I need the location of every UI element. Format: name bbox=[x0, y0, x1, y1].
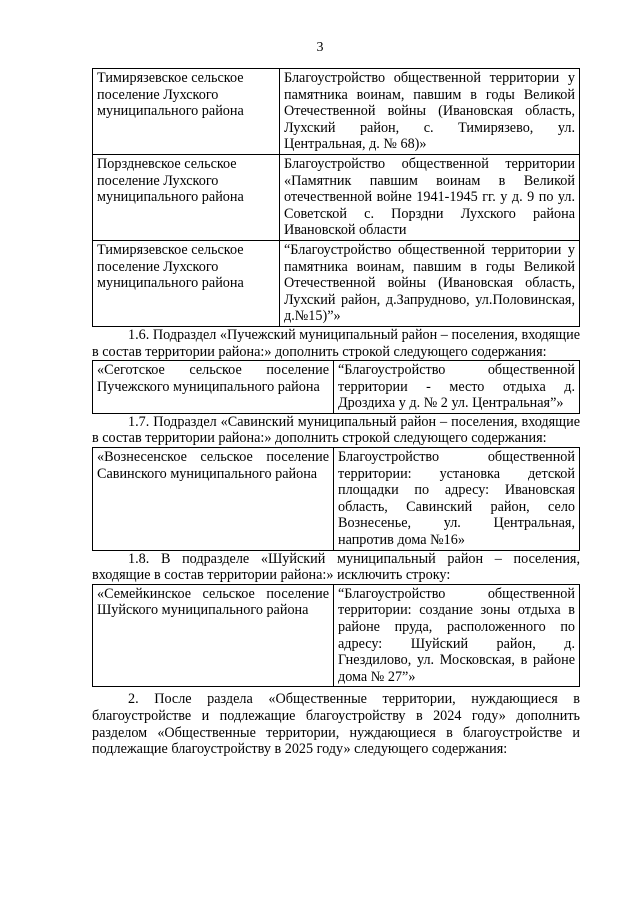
settlement-cell: Тимирязевское сельское поселение Лухского муниципального района bbox=[93, 69, 280, 155]
settlement-cell: «Сеготское сельское поселение Пучежского муниципального района bbox=[93, 361, 334, 414]
savino-table bbox=[92, 447, 580, 551]
settlement-cell: Тимирязевское сельское поселение Лухского муниципального района bbox=[93, 240, 280, 326]
territories-table bbox=[92, 68, 580, 327]
shuya-table bbox=[92, 584, 580, 688]
description-cell: Благоустройство общественной территории у памятника воинам, павшим в годы Великой Отечественной войны (Ивановская область, Лухский район, с. Тимирязево, ул. Центральная, д. № 68)» bbox=[280, 69, 580, 155]
settlement-cell: «Вознесенское сельское поселение Савинского муниципального района bbox=[93, 448, 334, 551]
description-cell: “Благоустройство общественной территории: создание зоны отдыха в районе пруда, расположенного по адресу: Шуйский район, д. Гнездилово, ул. Московская, в районе дома № 27”» bbox=[334, 584, 580, 687]
settlement-cell: Порздневское сельское поселение Лухского муниципального района bbox=[93, 154, 280, 240]
description-cell: “Благоустройство общественной территории у памятника воинам, павшим в годы Великой Отечественной войны (Ивановская область, Лухский район, д.Запрудново, ул.Половинская, д.№15)”» bbox=[280, 240, 580, 326]
settlement-cell: «Семейкинское сельское поселение Шуйского муниципального района bbox=[93, 584, 334, 687]
description-cell: “Благоустройство общественной территории - место отдыха д. Дроздиха у д. № 2 ул. Центральная”» bbox=[334, 361, 580, 414]
table-row bbox=[93, 448, 580, 551]
paragraph-1-7: 1.7. Подраздел «Савинский муниципальный район – поселения, входящие в состав территории района:» дополнить строкой следующего содержания: bbox=[92, 413, 580, 447]
table-row bbox=[93, 240, 580, 326]
document-body bbox=[92, 68, 580, 758]
table-row bbox=[93, 69, 580, 155]
description-cell: Благоустройство общественной территории: установка детской площадки по адресу: Ивановская область, Савинский район, село Вознесенье, ул. Центральная, напротив дома №16» bbox=[334, 448, 580, 551]
page-number: 3 bbox=[316, 40, 324, 55]
paragraph-1-6: 1.6. Подраздел «Пучежский муниципальный район – поселения, входящие в состав территории района:» дополнить строкой следующего содержания: bbox=[92, 326, 580, 360]
description-cell: Благоустройство общественной территории «Памятник павшим воинам в Великой отечественной войне 1941-1945 гг. у д. 9 по ул. Советской с. Порздни Лухского района Ивановской области bbox=[280, 154, 580, 240]
paragraph-2: 2. После раздела «Общественные территории, нуждающиеся в благоустройстве и подлежащие благоустройству в 2024 году» дополнить разделом «Общественные территории, нуждающиеся в благоустройстве и подлежащие благоустройству в 2025 году» следующего содержания: bbox=[92, 691, 580, 758]
table-row bbox=[93, 584, 580, 687]
table-row bbox=[93, 361, 580, 414]
puchezh-table bbox=[92, 360, 580, 414]
paragraph-1-8: 1.8. В подразделе «Шуйский муниципальный район – поселения, входящие в состав территории района:» исключить строку: bbox=[92, 550, 580, 584]
table-row bbox=[93, 154, 580, 240]
